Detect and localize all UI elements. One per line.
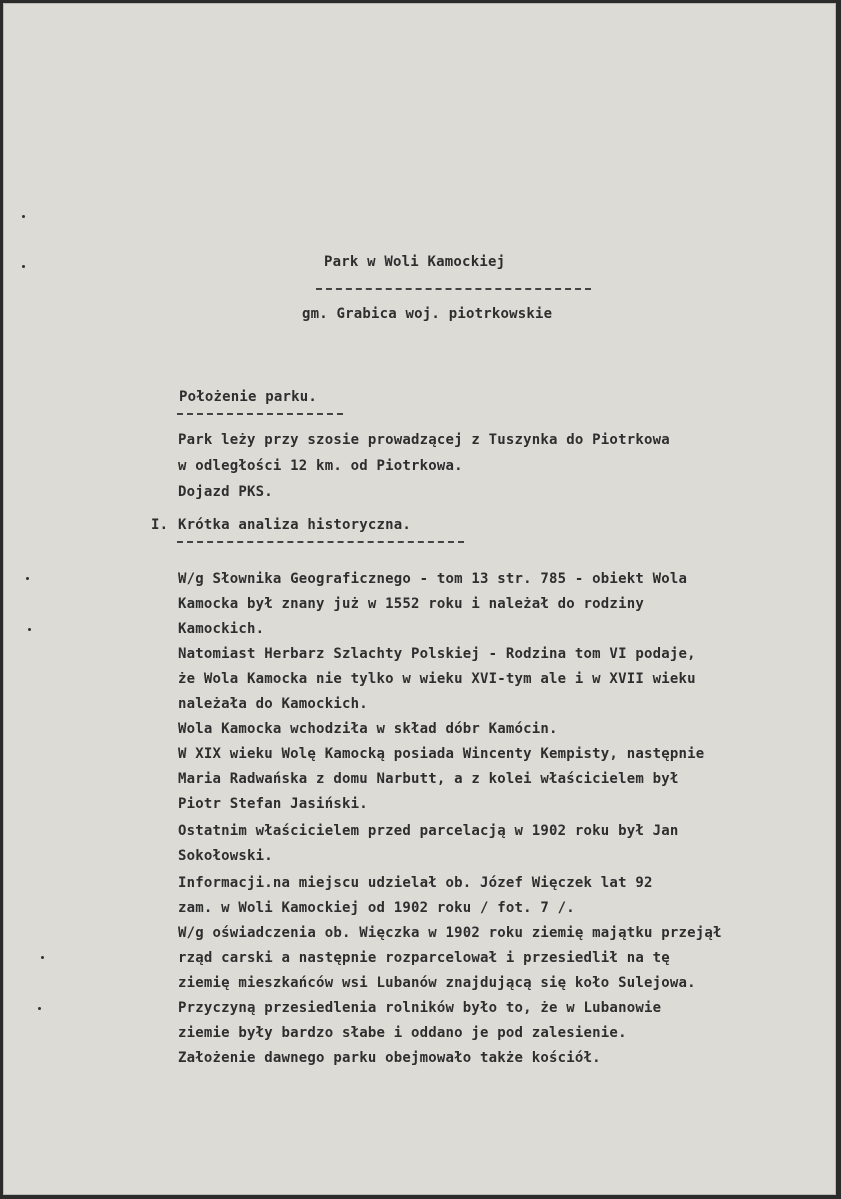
- history-line: Sokołowski.: [178, 848, 273, 864]
- section-history-number: I.: [151, 517, 169, 533]
- history-line: Natomiast Herbarz Szlachty Polskiej - Rodzina tom VI podaje,: [178, 646, 696, 662]
- history-line: Wola Kamocka wchodziła w skład dóbr Kamócin.: [178, 721, 558, 737]
- location-line: Park leży przy szosie prowadzącej z Tuszynka do Piotrkowa: [178, 432, 670, 448]
- margin-mark: [26, 577, 29, 580]
- history-line: W/g oświadczenia ob. Więczka w 1902 roku ziemię majątku przejął: [178, 925, 722, 941]
- history-line: rząd carski a następnie rozparcelował i przesiedlił na tę: [178, 950, 670, 966]
- history-line: Maria Radwańska z domu Narbutt, a z kolei właścicielem był: [178, 771, 679, 787]
- history-line: W XIX wieku Wolę Kamocką posiada Wincenty Kempisty, następnie: [178, 746, 705, 762]
- history-line: ziemie były bardzo słabe i oddano je pod zalesienie.: [178, 1025, 627, 1041]
- margin-mark: [38, 1007, 41, 1010]
- history-line: Kamockich.: [178, 621, 265, 637]
- document-subtitle: gm. Grabica woj. piotrkowskie: [302, 306, 553, 322]
- location-line: w odległości 12 km. od Piotrkowa.: [178, 458, 463, 474]
- history-line: ziemię mieszkańców wsi Lubanów znajdującą się koło Sulejowa.: [178, 975, 696, 991]
- location-line: Dojazd PKS.: [178, 484, 273, 500]
- document-page: [3, 3, 836, 1195]
- history-line: Ostatnim właścicielem przed parcelacją w 1902 roku był Jan: [178, 823, 679, 839]
- section-location-heading: Położenie parku.: [179, 389, 318, 405]
- title-underline: [316, 288, 591, 290]
- margin-mark: [22, 215, 25, 218]
- document-title: Park w Woli Kamockiej: [324, 254, 506, 270]
- section-history-heading: Krótka analiza historyczna.: [178, 517, 411, 533]
- history-line: Przyczyną przesiedlenia rolników było to, że w Lubanowie: [178, 1000, 662, 1016]
- history-line: Piotr Stefan Jasiński.: [178, 796, 368, 812]
- margin-mark: [41, 956, 44, 959]
- history-line: Kamocka był znany już w 1552 roku i należał do rodziny: [178, 596, 644, 612]
- history-line: że Wola Kamocka nie tylko w wieku XVI-tym ale i w XVII wieku: [178, 671, 696, 687]
- margin-mark: [22, 265, 25, 268]
- history-line: zam. w Woli Kamockiej od 1902 roku / fot. 7 /.: [178, 900, 575, 916]
- margin-mark: [28, 628, 31, 631]
- history-line: Informacji.na miejscu udzielał ob. Józef Więczek lat 92: [178, 875, 653, 891]
- section-history-underline: [177, 541, 464, 543]
- history-line: należała do Kamockich.: [178, 696, 368, 712]
- history-line: W/g Słownika Geograficznego - tom 13 str. 785 - obiekt Wola: [178, 571, 688, 587]
- history-line: Założenie dawnego parku obejmowało także kościół.: [178, 1050, 601, 1066]
- section-location-underline: [177, 413, 343, 415]
